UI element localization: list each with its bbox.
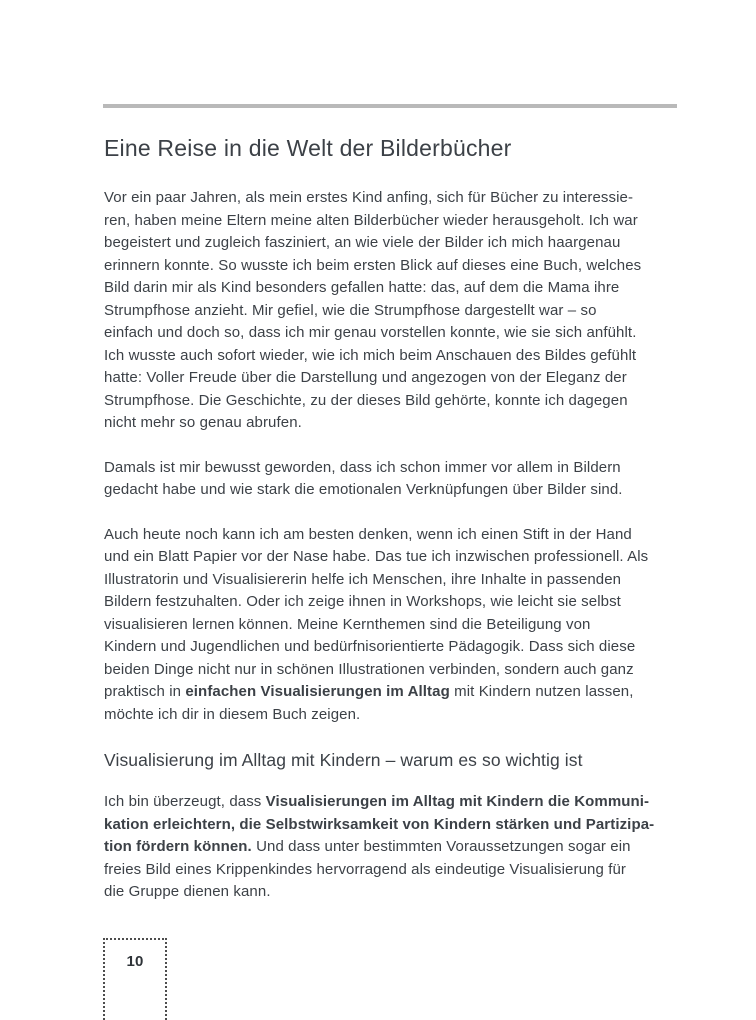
paragraph-line: Bildern festzuhalten. Oder ich zeige ihnen in Workshops, wie leicht sie selbst [104, 593, 621, 610]
paragraph-line: beiden Dinge nicht nur in schönen Illustrationen verbinden, sondern auch ganz [104, 660, 634, 678]
page-number-box [103, 938, 167, 1020]
paragraph-line: die Gruppe dienen kann. [104, 883, 271, 900]
paragraph-line: ren, haben meine Eltern meine alten Bilderbücher wieder herausgeholt. Ich war [104, 211, 638, 229]
paragraph-line: hatte: Voller Freude über die Darstellung und angezogen von der Eleganz der [104, 369, 627, 386]
paragraph-line: nicht mehr so genau abrufen. [104, 414, 302, 431]
paragraph-line: einfach und doch so, dass ich mir genau vorstellen konnte, wie sie sich anfühlt. [104, 324, 637, 341]
paragraph-line: gedacht habe und wie stark die emotionalen Verknüpfungen über Bilder sind. [104, 481, 623, 498]
paragraph-line: Ich bin überzeugt, dass Visualisierungen im Alltag mit Kindern die Kommuni- [104, 793, 650, 810]
paragraph [104, 524, 684, 727]
page-content [104, 108, 684, 926]
paragraph-line: kation erleichtern, die Selbstwirksamkeit von Kindern stärken und Partizipa- [104, 815, 655, 833]
paragraph-line: tion fördern können. Und dass unter bestimmten Voraussetzungen sogar ein [104, 838, 631, 855]
paragraph-line: Illustratorin und Visualisiererin helfe ich Menschen, ihre Inhalte in passenden [104, 570, 622, 588]
paragraph-line: Kindern und Jugendlichen und bedürfnisorientierte Pädagogik. Dass sich diese [104, 638, 636, 655]
paragraph [104, 187, 684, 435]
section-subheading: Visualisierung im Alltag mit Kindern – warum es so wichtig ist [104, 750, 583, 770]
paragraph-line: Strumpfhose anzieht. Mir gefiel, wie die Strumpfhose dargestellt war – so [104, 301, 597, 319]
paragraph-line: Ich wusste auch sofort wieder, wie ich mich beim Anschauen des Bildes gefühlt [104, 346, 637, 364]
paragraph-line: möchte ich dir in diesem Buch zeigen. [104, 705, 361, 723]
paragraph-line: Bild darin mir als Kind besonders gefallen hatte: das, auf dem die Mama ihre [104, 279, 620, 296]
paragraph-line: Auch heute noch kann ich am besten denken, wenn ich einen Stift in der Hand [104, 525, 632, 543]
paragraph-line: erinnern konnte. So wusste ich beim ersten Blick auf dieses eine Buch, welches [104, 256, 642, 274]
paragraph-line: Damals ist mir bewusst geworden, dass ich schon immer vor allem in Bildern [104, 458, 621, 476]
paragraph-line: visualisieren lernen können. Meine Kernthemen sind die Beteiligung von [104, 615, 591, 633]
paragraph-line: begeistert und zugleich fasziniert, an wie viele der Bilder ich mich haargenau [104, 234, 621, 251]
paragraph-line: Strumpfhose. Die Geschichte, zu der dieses Bild gehörte, konnte ich dagegen [104, 391, 628, 409]
paragraph-line: praktisch in einfachen Visualisierungen im Alltag mit Kindern nutzen lassen, [104, 683, 634, 700]
body-text [104, 187, 684, 904]
page-number: 10 [126, 953, 144, 970]
paragraph-line: freies Bild eines Krippenkindes hervorragend als eindeutige Visualisierung für [104, 860, 626, 878]
paragraph [104, 791, 684, 904]
chapter-heading: Eine Reise in die Welt der Bilderbücher [104, 135, 512, 161]
paragraph-line: und ein Blatt Papier vor der Nase habe. Das tue ich inzwischen professionell. Als [104, 548, 649, 565]
paragraph-line: Vor ein paar Jahren, als mein erstes Kind anfing, sich für Bücher zu interessie- [104, 189, 634, 206]
paragraph [104, 457, 684, 502]
